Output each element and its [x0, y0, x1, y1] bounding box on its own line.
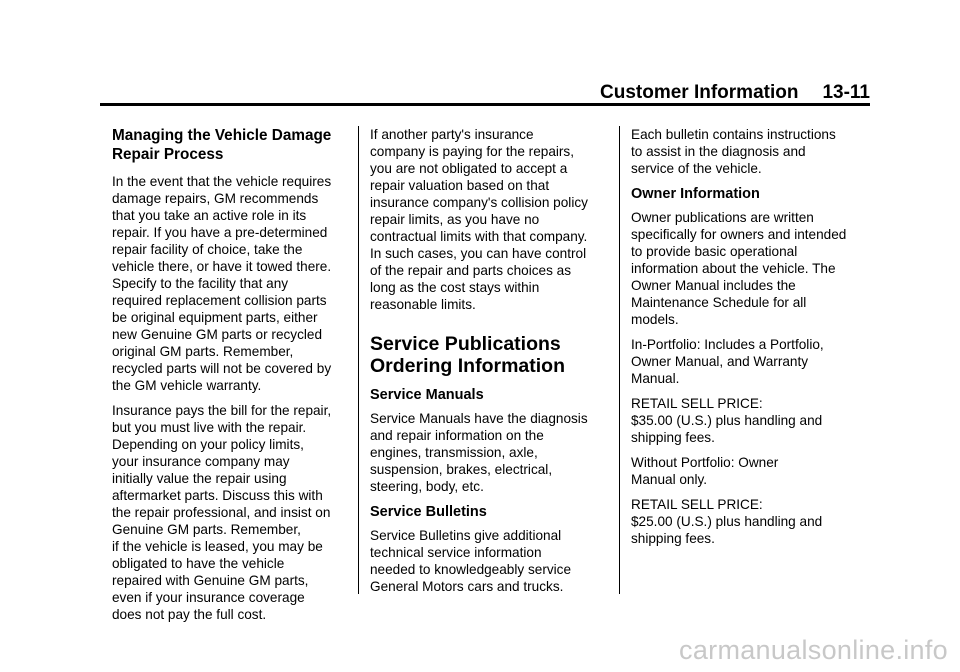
column-1 [112, 126, 352, 631]
without-portfolio-text: Without Portfolio: Owner Manual only. [631, 455, 779, 487]
column-2 [370, 126, 610, 603]
retail-price-2: RETAIL SELL PRICE: $25.00 (U.S.) plus handling and shipping fees. [631, 497, 823, 546]
damage-repair-heading: Managing the Vehicle Damage Repair Process [112, 127, 332, 163]
owner-information-heading: Owner Information [631, 186, 760, 202]
damage-repair-paragraph-2: Insurance pays the bill for the repair, but you must live with the repair. Depending on your policy limits, your insurance company may initially value the repair using aftermarket parts. Discuss this with the repair professional, and insist on Genuine GM parts. Remember, if the vehicle is leased, you may be obligated to have the vehicle repaired with Genuine GM parts, even if your insurance coverage does not pay the full cost. [112, 403, 332, 622]
service-bulletins-heading: Service Bulletins [370, 504, 487, 520]
page-header [100, 82, 870, 104]
service-bulletins-text: Service Bulletins give additional technical service information needed to knowledgeably service General Motors cars and trucks. [370, 528, 572, 594]
service-manuals-text: Service Manuals have the diagnosis and repair information on the engines, transmission, axle, suspension, brakes, electrical, steering, body, etc. [370, 411, 588, 494]
column-divider-2 [619, 126, 620, 594]
header-rule [100, 103, 870, 106]
bulletin-instructions-text: Each bulletin contains instructions to assist in the diagnosis and service of the vehicle. [631, 127, 836, 176]
service-manuals-heading: Service Manuals [370, 387, 484, 403]
page-number: 13-11 [822, 82, 870, 103]
owner-information-text: Owner publications are written specifically for owners and intended to provide basic operational information about the vehicle. The Owner Manual includes the Maintenance Schedule for all models. [631, 210, 847, 327]
in-portfolio-text: In-Portfolio: Includes a Portfolio, Owner Manual, and Warranty Manual. [631, 337, 824, 386]
insurance-paragraph: If another party's insurance company is paying for the repairs, you are not obligated to accept a repair valuation based on that insurance company's collision policy repair limits, as you have no contractual limits with that company. In such cases, you can have control of the repair and parts choices as long as the cost stays within reasonable limits. [370, 127, 588, 312]
column-3 [631, 126, 871, 555]
section-title: Customer Information [600, 82, 799, 103]
column-divider-1 [358, 126, 359, 594]
service-publications-heading: Service Publications Ordering Information [370, 333, 565, 377]
watermark: carmanualsonline.info [679, 635, 948, 665]
damage-repair-paragraph-1: In the event that the vehicle requires damage repairs, GM recommends that you take an active role in its repair. If you have a pre-determined repair facility of choice, take the vehicle there, or have it towed there. Specify to the facility that any required replacement collision parts be original equipment parts, either new Genuine GM parts or recycled original GM parts. Remember, recycled parts will not be covered by the GM vehicle warranty. [112, 174, 332, 393]
retail-price-1: RETAIL SELL PRICE: $35.00 (U.S.) plus handling and shipping fees. [631, 396, 823, 445]
